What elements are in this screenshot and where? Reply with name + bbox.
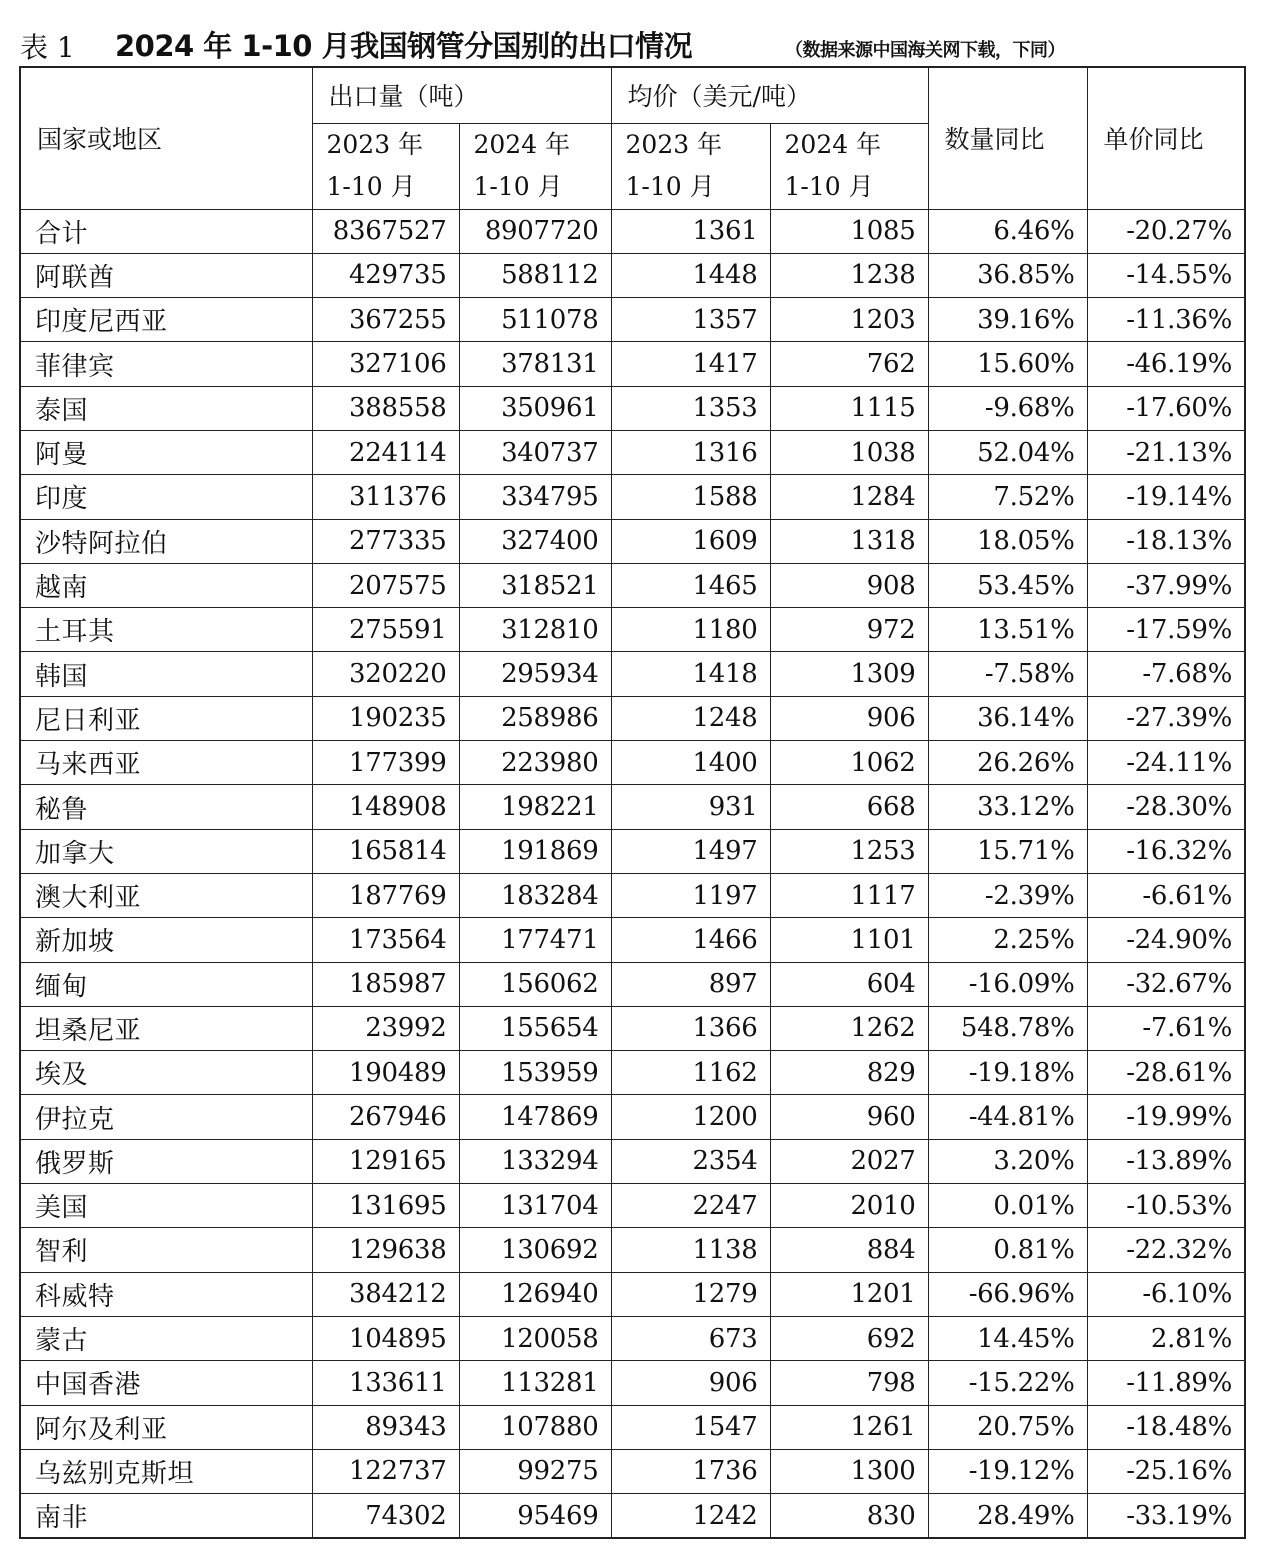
table-row [20,1184,1245,1228]
price-yoy-cell: -18.48% [1087,1405,1245,1449]
volume-2023-cell: 320220 [312,652,459,696]
country-cell: 新加坡 [20,918,312,962]
header-volume-2024 [459,123,611,209]
volume-2024-cell: 107880 [459,1405,611,1449]
volume-2023-cell: 185987 [312,962,459,1006]
price-yoy-cell: 2.81% [1087,1316,1245,1360]
price-yoy-cell: -37.99% [1087,563,1245,607]
price-2023-cell: 906 [611,1361,770,1405]
price-2024-cell: 884 [770,1228,928,1272]
table-row [20,1361,1245,1405]
volume-2023-cell: 275591 [312,608,459,652]
volume-2023-cell: 207575 [312,563,459,607]
country-cell: 泰国 [20,386,312,430]
price-yoy-cell: -10.53% [1087,1184,1245,1228]
volume-2023-cell: 131695 [312,1184,459,1228]
price-2023-cell: 1588 [611,475,770,519]
total-row [20,209,1245,253]
volume-2024-cell: 147869 [459,1095,611,1139]
price-yoy-cell: -21.13% [1087,430,1245,474]
table-row [20,519,1245,563]
volume-2023-cell: 311376 [312,475,459,519]
table-row [20,1006,1245,1050]
table-body [20,209,1245,1538]
table-row [20,298,1245,342]
price-2023-cell: 897 [611,962,770,1006]
volume-2024-cell: 334795 [459,475,611,519]
price-2023-cell: 1466 [611,918,770,962]
volume-2023-cell: 122737 [312,1449,459,1493]
table-row [20,253,1245,297]
volume-2023-cell: 129165 [312,1139,459,1183]
export-table [19,66,1246,1539]
price-2024-cell: 960 [770,1095,928,1139]
header-avg-price: 均价（美元/吨） [611,67,928,123]
volume-2023-cell: 89343 [312,1405,459,1449]
qty-yoy-cell: 26.26% [928,741,1087,785]
price-2024-cell: 1117 [770,873,928,917]
volume-2023-cell: 104895 [312,1316,459,1360]
price-2023-cell: 1162 [611,1051,770,1095]
price-2024-cell: 1253 [770,829,928,873]
table-row [20,829,1245,873]
country-cell: 坦桑尼亚 [20,1006,312,1050]
country-cell: 印度 [20,475,312,519]
price-yoy-cell: -7.61% [1087,1006,1245,1050]
price-yoy-cell: -24.11% [1087,741,1245,785]
country-cell: 乌兹别克斯坦 [20,1449,312,1493]
price-2023-cell: 1400 [611,741,770,785]
price-2024-cell: 798 [770,1361,928,1405]
price-2024-cell: 1085 [770,209,928,253]
price-yoy-cell: -11.36% [1087,298,1245,342]
price-yoy-cell: -22.32% [1087,1228,1245,1272]
qty-yoy-cell: 0.01% [928,1184,1087,1228]
volume-2023-cell: 74302 [312,1494,459,1539]
price-2024-cell: 692 [770,1316,928,1360]
price-2023-cell: 1366 [611,1006,770,1050]
price-yoy-cell: -46.19% [1087,342,1245,386]
table-row [20,918,1245,962]
qty-yoy-cell: 14.45% [928,1316,1087,1360]
volume-2023-cell: 148908 [312,785,459,829]
price-yoy-cell: -13.89% [1087,1139,1245,1183]
country-cell: 中国香港 [20,1361,312,1405]
country-cell: 秘鲁 [20,785,312,829]
table-row [20,873,1245,917]
country-cell: 蒙古 [20,1316,312,1360]
price-2024-cell: 972 [770,608,928,652]
qty-yoy-cell: 20.75% [928,1405,1087,1449]
price-2024-cell: 1203 [770,298,928,342]
qty-yoy-cell: -7.58% [928,652,1087,696]
country-cell: 伊拉克 [20,1095,312,1139]
table-row [20,696,1245,740]
table-row [20,962,1245,1006]
price-2023-cell: 1736 [611,1449,770,1493]
qty-yoy-cell: 53.45% [928,563,1087,607]
table-caption [20,22,1250,62]
price-yoy-cell: -19.99% [1087,1095,1245,1139]
country-cell: 合计 [20,209,312,253]
table-row [20,1272,1245,1316]
table-row [20,1449,1245,1493]
volume-2024-cell: 258986 [459,696,611,740]
price-2024-cell: 1262 [770,1006,928,1050]
price-2024-cell: 604 [770,962,928,1006]
qty-yoy-cell: 548.78% [928,1006,1087,1050]
table-row [20,475,1245,519]
volume-2024-cell: 153959 [459,1051,611,1095]
table-row [20,430,1245,474]
price-yoy-cell: -28.30% [1087,785,1245,829]
table-row [20,1228,1245,1272]
country-cell: 马来西亚 [20,741,312,785]
country-cell: 尼日利亚 [20,696,312,740]
header-export-volume: 出口量（吨） [312,67,611,123]
volume-2023-cell: 388558 [312,386,459,430]
price-2024-cell: 1284 [770,475,928,519]
qty-yoy-cell: 28.49% [928,1494,1087,1539]
price-yoy-cell: -20.27% [1087,209,1245,253]
price-yoy-cell: -24.90% [1087,918,1245,962]
price-2024-cell: 1238 [770,253,928,297]
price-2024-cell: 1201 [770,1272,928,1316]
qty-yoy-cell: 33.12% [928,785,1087,829]
volume-2023-cell: 129638 [312,1228,459,1272]
price-2024-cell: 2010 [770,1184,928,1228]
country-cell: 菲律宾 [20,342,312,386]
country-cell: 阿联酋 [20,253,312,297]
data-source-note: （数据来源中国海关网下载，下同） [785,40,1065,61]
volume-2024-cell: 126940 [459,1272,611,1316]
price-2023-cell: 1448 [611,253,770,297]
volume-2023-cell: 190489 [312,1051,459,1095]
price-2023-cell: 1547 [611,1405,770,1449]
price-2024-cell: 829 [770,1051,928,1095]
price-yoy-cell: -11.89% [1087,1361,1245,1405]
price-2023-cell: 1180 [611,608,770,652]
volume-2023-cell: 165814 [312,829,459,873]
price-2023-cell: 1609 [611,519,770,563]
price-2024-cell: 1038 [770,430,928,474]
country-cell: 越南 [20,563,312,607]
price-yoy-cell: -7.68% [1087,652,1245,696]
qty-yoy-cell: 15.71% [928,829,1087,873]
header-price-yoy: 单价同比 [1087,67,1245,209]
header-volume-2023 [312,123,459,209]
price-2023-cell: 1316 [611,430,770,474]
table-row [20,1139,1245,1183]
volume-2024-cell: 223980 [459,741,611,785]
qty-yoy-cell: 39.16% [928,298,1087,342]
volume-2024-cell: 327400 [459,519,611,563]
price-yoy-cell: -18.13% [1087,519,1245,563]
volume-2024-cell: 130692 [459,1228,611,1272]
table-title: 2024 年 1-10 月我国钢管分国别的出口情况 [115,29,693,63]
header-price-2023 [611,123,770,209]
price-2023-cell: 1361 [611,209,770,253]
price-2023-cell: 673 [611,1316,770,1360]
volume-2023-cell: 224114 [312,430,459,474]
volume-2023-cell: 173564 [312,918,459,962]
volume-2024-cell: 191869 [459,829,611,873]
qty-yoy-cell: -15.22% [928,1361,1087,1405]
price-2024-cell: 908 [770,563,928,607]
volume-2023-cell: 133611 [312,1361,459,1405]
price-2023-cell: 1138 [611,1228,770,1272]
price-yoy-cell: -14.55% [1087,253,1245,297]
qty-yoy-cell: -2.39% [928,873,1087,917]
table-row [20,563,1245,607]
volume-2023-cell: 177399 [312,741,459,785]
price-2024-cell: 1309 [770,652,928,696]
volume-2023-cell: 384212 [312,1272,459,1316]
table-row [20,1494,1245,1539]
volume-2024-cell: 588112 [459,253,611,297]
volume-2023-cell: 8367527 [312,209,459,253]
volume-2024-cell: 120058 [459,1316,611,1360]
price-yoy-cell: -28.61% [1087,1051,1245,1095]
volume-2024-cell: 350961 [459,386,611,430]
price-2023-cell: 2354 [611,1139,770,1183]
table-row [20,1051,1245,1095]
table-row [20,1316,1245,1360]
table-row [20,386,1245,430]
price-2023-cell: 1417 [611,342,770,386]
price-2023-cell: 1200 [611,1095,770,1139]
volume-2024-cell: 95469 [459,1494,611,1539]
volume-2023-cell: 277335 [312,519,459,563]
header-price-2023-year: 2023 年 [625,130,723,159]
price-yoy-cell: -33.19% [1087,1494,1245,1539]
qty-yoy-cell: 3.20% [928,1139,1087,1183]
price-2023-cell: 1465 [611,563,770,607]
table-row [20,1405,1245,1449]
table-row [20,608,1245,652]
header-qty-yoy: 数量同比 [928,67,1087,209]
country-cell: 缅甸 [20,962,312,1006]
country-cell: 阿尔及利亚 [20,1405,312,1449]
qty-yoy-cell: 15.60% [928,342,1087,386]
volume-2024-cell: 133294 [459,1139,611,1183]
volume-2024-cell: 340737 [459,430,611,474]
price-2024-cell: 1101 [770,918,928,962]
volume-2023-cell: 187769 [312,873,459,917]
table-row [20,1095,1245,1139]
volume-2023-cell: 327106 [312,342,459,386]
price-yoy-cell: -17.60% [1087,386,1245,430]
qty-yoy-cell: -66.96% [928,1272,1087,1316]
qty-yoy-cell: -9.68% [928,386,1087,430]
volume-2023-cell: 429735 [312,253,459,297]
price-2023-cell: 2247 [611,1184,770,1228]
volume-2024-cell: 511078 [459,298,611,342]
volume-2024-cell: 156062 [459,962,611,1006]
country-cell: 智利 [20,1228,312,1272]
country-cell: 澳大利亚 [20,873,312,917]
price-yoy-cell: -6.61% [1087,873,1245,917]
table-header [20,67,1245,209]
country-cell: 加拿大 [20,829,312,873]
price-2024-cell: 2027 [770,1139,928,1183]
country-cell: 埃及 [20,1051,312,1095]
country-cell: 俄罗斯 [20,1139,312,1183]
volume-2024-cell: 177471 [459,918,611,962]
price-2024-cell: 1115 [770,386,928,430]
price-2023-cell: 1353 [611,386,770,430]
price-2024-cell: 762 [770,342,928,386]
price-yoy-cell: -17.59% [1087,608,1245,652]
qty-yoy-cell: 2.25% [928,918,1087,962]
price-2023-cell: 1357 [611,298,770,342]
table-row [20,342,1245,386]
price-2023-cell: 1418 [611,652,770,696]
price-yoy-cell: -32.67% [1087,962,1245,1006]
qty-yoy-cell: -44.81% [928,1095,1087,1139]
qty-yoy-cell: 18.05% [928,519,1087,563]
price-yoy-cell: -16.32% [1087,829,1245,873]
country-cell: 阿曼 [20,430,312,474]
qty-yoy-cell: 6.46% [928,209,1087,253]
header-price-2024-year: 2024 年 [784,130,882,159]
table-row [20,785,1245,829]
volume-2024-cell: 99275 [459,1449,611,1493]
volume-2024-cell: 312810 [459,608,611,652]
volume-2024-cell: 113281 [459,1361,611,1405]
table-row [20,741,1245,785]
table-row [20,652,1245,696]
volume-2023-cell: 190235 [312,696,459,740]
volume-2023-cell: 267946 [312,1095,459,1139]
header-price-2024-period: 1-10 月 [784,172,874,201]
volume-2024-cell: 318521 [459,563,611,607]
header-price-2024 [770,123,928,209]
header-country: 国家或地区 [20,67,312,209]
country-cell: 科威特 [20,1272,312,1316]
volume-2024-cell: 378131 [459,342,611,386]
header-volume-2023-period: 1-10 月 [326,172,416,201]
qty-yoy-cell: -19.12% [928,1449,1087,1493]
header-volume-2024-year: 2024 年 [473,130,571,159]
volume-2023-cell: 367255 [312,298,459,342]
price-2024-cell: 830 [770,1494,928,1539]
price-2024-cell: 668 [770,785,928,829]
price-yoy-cell: -6.10% [1087,1272,1245,1316]
price-2023-cell: 1497 [611,829,770,873]
country-cell: 美国 [20,1184,312,1228]
qty-yoy-cell: -16.09% [928,962,1087,1006]
qty-yoy-cell: 7.52% [928,475,1087,519]
price-2023-cell: 1279 [611,1272,770,1316]
price-2023-cell: 1242 [611,1494,770,1539]
qty-yoy-cell: -19.18% [928,1051,1087,1095]
volume-2024-cell: 155654 [459,1006,611,1050]
price-yoy-cell: -27.39% [1087,696,1245,740]
volume-2024-cell: 198221 [459,785,611,829]
table-number: 表 1 [20,31,75,64]
header-volume-2024-period: 1-10 月 [473,172,563,201]
country-cell: 南非 [20,1494,312,1539]
volume-2024-cell: 8907720 [459,209,611,253]
country-cell: 印度尼西亚 [20,298,312,342]
header-volume-2023-year: 2023 年 [326,130,424,159]
qty-yoy-cell: 52.04% [928,430,1087,474]
price-2024-cell: 1300 [770,1449,928,1493]
qty-yoy-cell: 13.51% [928,608,1087,652]
price-2024-cell: 1062 [770,741,928,785]
volume-2024-cell: 183284 [459,873,611,917]
qty-yoy-cell: 36.85% [928,253,1087,297]
volume-2023-cell: 23992 [312,1006,459,1050]
price-2024-cell: 1318 [770,519,928,563]
price-2023-cell: 931 [611,785,770,829]
qty-yoy-cell: 36.14% [928,696,1087,740]
qty-yoy-cell: 0.81% [928,1228,1087,1272]
price-yoy-cell: -19.14% [1087,475,1245,519]
country-cell: 沙特阿拉伯 [20,519,312,563]
price-2024-cell: 906 [770,696,928,740]
volume-2024-cell: 131704 [459,1184,611,1228]
volume-2024-cell: 295934 [459,652,611,696]
price-2023-cell: 1248 [611,696,770,740]
price-2023-cell: 1197 [611,873,770,917]
price-yoy-cell: -25.16% [1087,1449,1245,1493]
country-cell: 土耳其 [20,608,312,652]
country-cell: 韩国 [20,652,312,696]
price-2024-cell: 1261 [770,1405,928,1449]
header-price-2023-period: 1-10 月 [625,172,715,201]
